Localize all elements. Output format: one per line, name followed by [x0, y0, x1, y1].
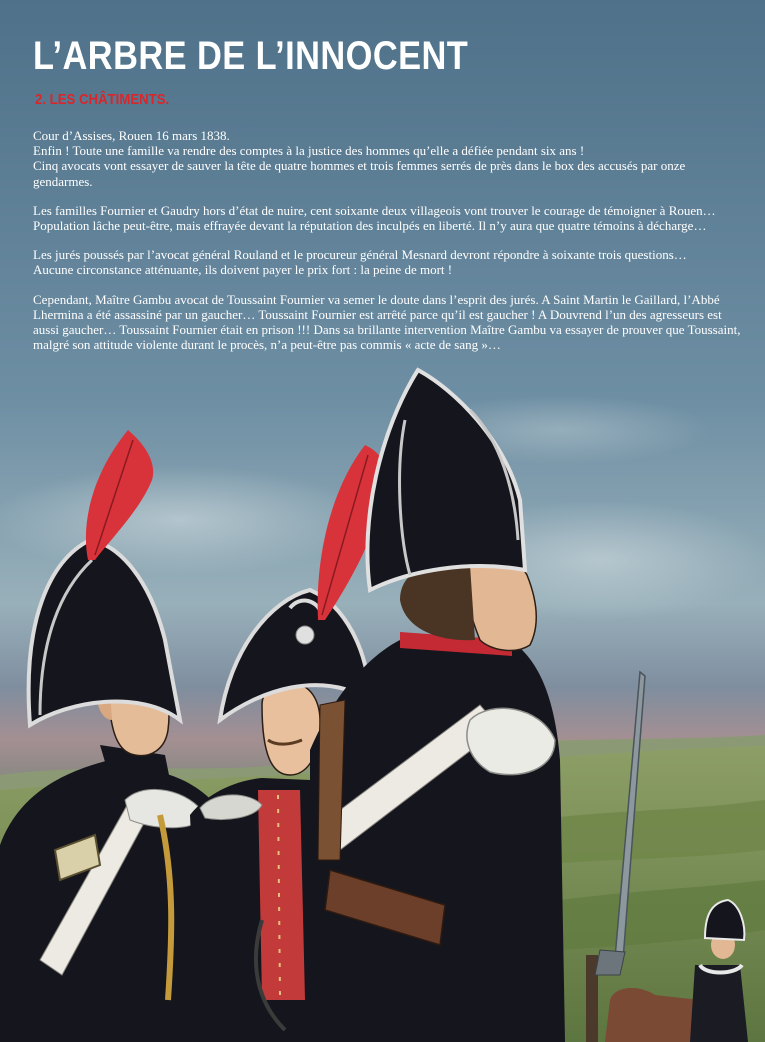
synopsis	[33, 128, 755, 366]
synopsis-paragraph	[33, 292, 755, 353]
text-line: malgré son attitude violente durant le procès, n’a peut-être pas commis « acte de sang »…	[33, 337, 501, 353]
synopsis-paragraph	[33, 203, 755, 233]
text-line: gendarmes.	[33, 173, 93, 189]
text-line: Enfin ! Toute une famille va rendre des comptes à la justice des hommes qu’elle a défiée pendant six ans !	[33, 143, 585, 159]
text-line: Les jurés poussés par l’avocat général Rouland et le procureur général Mesnard devront répondre à soixante trois questions…	[33, 247, 687, 263]
synopsis-paragraph	[33, 128, 755, 189]
text-line: Population lâche peut-être, mais effrayée devant la réputation des inculpés en liberté. Il n’y aura que quatre témoins à décharge…	[33, 218, 707, 234]
text-line: Aucune circonstance atténuante, ils doivent payer le prix fort : la peine de mort !	[33, 262, 453, 278]
text-line: Lhermina a été assassiné par un gaucher… Toussaint Fournier est arrêté parce qu’il est gaucher ! A Douvrend l’un des agresseurs est	[33, 306, 722, 322]
text-line: Cinq avocats vont essayer de sauver la tête de quatre hommes et trois femmes serrés de près dans le box des accusés par onze	[33, 158, 686, 174]
book-subtitle: 2. LES CHÂTIMENTS.	[35, 91, 170, 108]
text-line: aussi gaucher… Toussaint Fournier était en prison !!! Dans sa brillante intervention Maître Gambu va essayer de prouver que Toussaint,	[33, 322, 741, 338]
cloud	[0, 465, 370, 575]
bayonet-socket	[595, 950, 625, 975]
synopsis-paragraph	[33, 247, 755, 277]
book-title: L’ARBRE DE L’INNOCENT	[33, 34, 469, 78]
text-line: Cependant, Maître Gambu avocat de Toussaint Fournier va semer le doute dans l’esprit des jurés. A Saint Martin le Gaillard, l’Abbé	[33, 291, 720, 307]
text-line: Les familles Fournier et Gaudry hors d’état de nuire, cent soixante deux villageois vont trouver le courage de témoigner à Rouen…	[33, 202, 716, 218]
text-line: Cour d’Assises, Rouen 16 mars 1838.	[33, 128, 230, 143]
